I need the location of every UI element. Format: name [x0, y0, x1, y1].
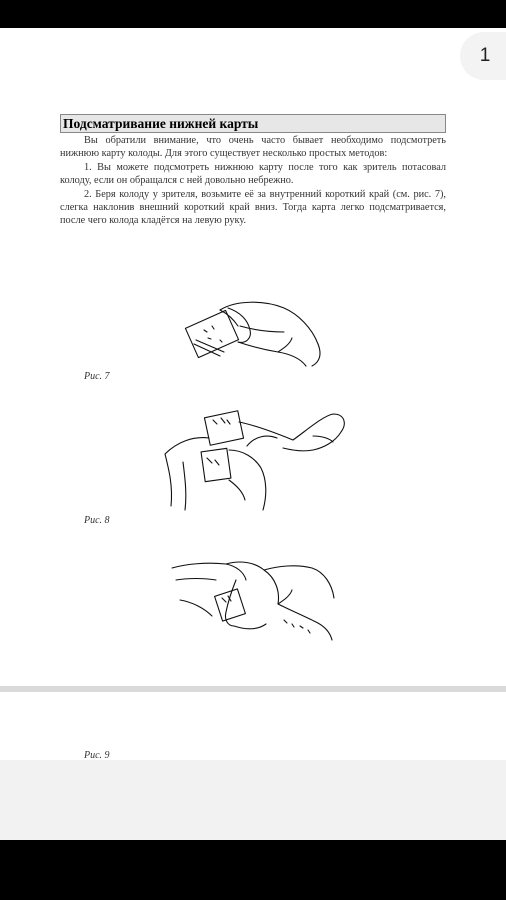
- figure-7-caption: Рис. 7: [84, 371, 110, 382]
- paragraph-method-2: 2. Беря колоду у зрителя, возьмите её за внутренний короткий край (см. рис. 7), слегка наклонив внешний короткий край вниз. Тогда карта легко подсматривается, после чего колода кладётся на левую руку.: [60, 188, 446, 227]
- document-viewer[interactable]: [0, 28, 506, 840]
- navigation-bar: [0, 840, 506, 900]
- figure-8-caption: Рис. 8: [84, 515, 110, 526]
- paragraph-intro: Вы обратили внимание, что очень часто бывает необходимо подсмотреть нижнюю карту колоды. Для этого существует несколько простых методов:: [60, 135, 446, 160]
- figure-7-illustration: [180, 296, 325, 371]
- figure-9-illustration: [166, 550, 341, 642]
- document-page-2: [0, 692, 506, 760]
- body-text: [60, 134, 446, 228]
- document-page-1: [0, 28, 506, 686]
- section-heading: Подсматривание нижней карты: [60, 114, 446, 133]
- page-number-badge[interactable]: 1: [460, 32, 506, 80]
- figure-8-illustration: [163, 406, 348, 514]
- figure-9-caption: Рис. 9: [84, 750, 110, 760]
- paragraph-method-1: 1. Вы можете подсмотреть нижнюю карту после того как зритель потасовал колоду, если он обращался с ней довольно небрежно.: [60, 161, 446, 187]
- viewer-background: [0, 760, 506, 840]
